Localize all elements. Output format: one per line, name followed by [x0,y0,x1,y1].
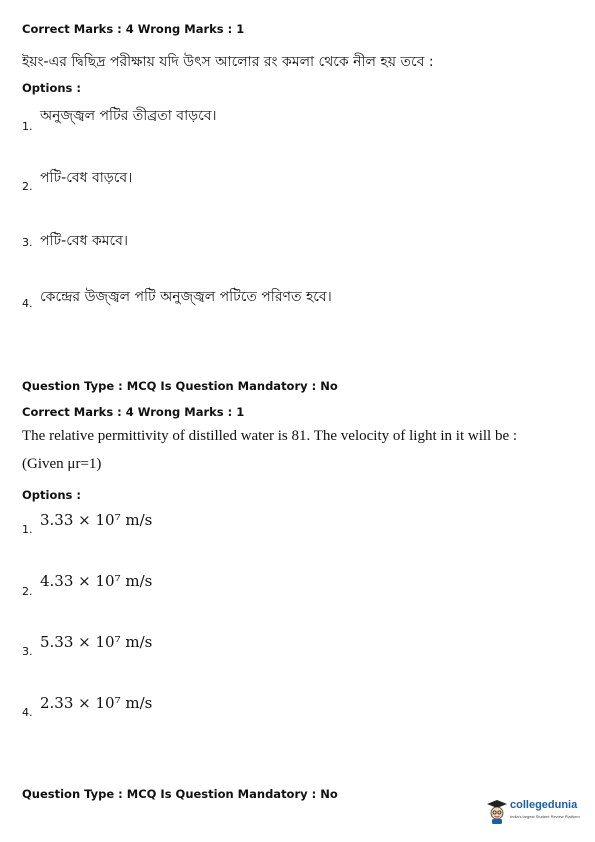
q1-type-line: Question Type : MCQ Is Question Mandatory : No [22,379,338,393]
option-text: 2.33 × 10⁷ m/s [40,694,153,712]
option-number: 1. [22,120,33,133]
option-text: 4.33 × 10⁷ m/s [40,572,153,590]
q1-text: ইয়ং-এর দ্বিছিদ্র পরীক্ষায় যদি উৎস আলোর রং কমলা থেকে নীল হয় তবে : [22,54,434,70]
option-text: পটি-বেধ বাড়বে। [40,170,133,186]
option-number: 2. [22,180,33,193]
option-text: পটি-বেধ কমবে। [40,233,128,249]
option-text: অনুজ্জ্বল পটির তীব্রতা বাড়বে। [40,108,217,124]
graduate-mascot-icon [486,799,508,825]
q2-type-line: Question Type : MCQ Is Question Mandatory : No [22,787,338,801]
collegedunia-logo [486,797,586,829]
option-number: 3. [22,645,33,658]
option-number: 4. [22,297,33,310]
logo-tagline: India's largest Student Review Platform [510,814,580,819]
q2-marks: Correct Marks : 4 Wrong Marks : 1 [22,405,245,419]
option-number: 4. [22,706,33,719]
q2-text-line1: The relative permittivity of distilled water is 81. The velocity of light in it will be : [22,428,518,444]
option-number: 1. [22,523,33,536]
option-text: 5.33 × 10⁷ m/s [40,633,153,651]
q2-options-label: Options : [22,488,81,502]
option-text: কেন্দ্রের উজ্জ্বল পটি অনুজ্জ্বল পটিতে পরিণত হবে। [40,289,332,305]
option-number: 3. [22,236,33,249]
q1-options-label: Options : [22,81,81,95]
option-number: 2. [22,585,33,598]
q1-marks: Correct Marks : 4 Wrong Marks : 1 [22,22,245,36]
q2-text-line2: (Given μr=1) [22,456,102,472]
option-text: 3.33 × 10⁷ m/s [40,511,153,529]
logo-name: collegedunia [510,799,578,811]
